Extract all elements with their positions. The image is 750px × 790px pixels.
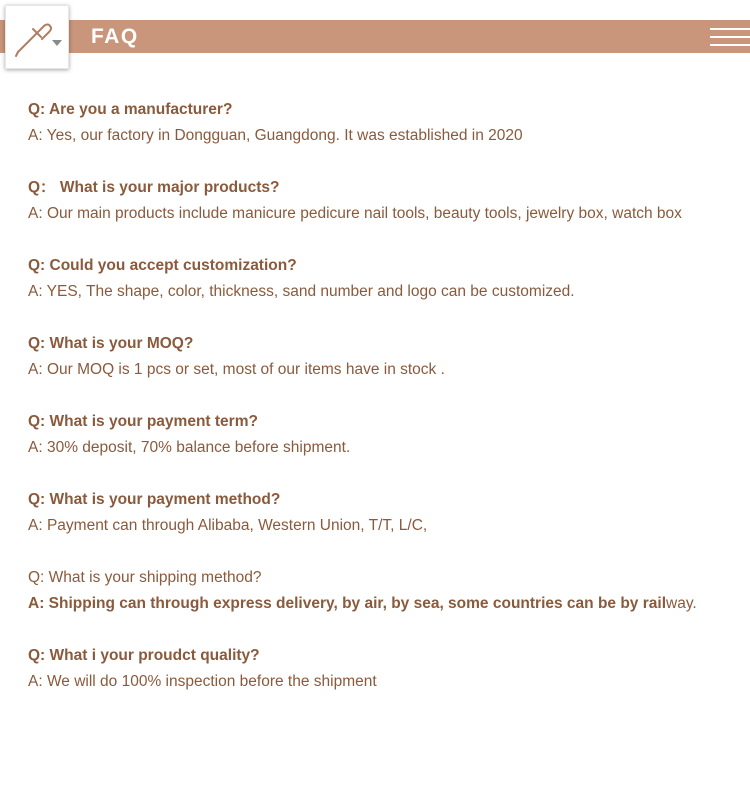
page-title: FAQ bbox=[91, 25, 139, 48]
faq-item bbox=[28, 175, 740, 227]
faq-answer-rest: way. bbox=[666, 595, 697, 612]
faq-answer: A: Payment can through Alibaba, Western Union, T/T, L/C, bbox=[28, 517, 428, 534]
faq-question: Q: Are you a manufacturer? bbox=[28, 101, 233, 118]
faq-item bbox=[28, 565, 740, 617]
faq-question: Q: What is your payment term? bbox=[28, 413, 258, 430]
faq-answer-bold: A: Shipping can through express delivery, by air, by sea, some countries can be by rail bbox=[28, 595, 666, 612]
hamburger-menu-icon[interactable] bbox=[710, 25, 750, 49]
eyedropper-icon bbox=[6, 6, 70, 70]
faq-question: Q: What is your MOQ? bbox=[28, 335, 194, 352]
faq-question: Q： What is your major products? bbox=[28, 179, 280, 196]
faq-answer: A: Our MOQ is 1 pcs or set, most of our items have in stock . bbox=[28, 361, 445, 378]
faq-item bbox=[28, 643, 740, 695]
faq-answer: A: We will do 100% inspection before the shipment bbox=[28, 673, 377, 690]
faq-item bbox=[28, 409, 740, 461]
color-picker-button[interactable] bbox=[5, 5, 69, 69]
faq-answer: A: YES, The shape, color, thickness, sand number and logo can be customized. bbox=[28, 283, 575, 300]
faq-question: Q: What i your proudct quality? bbox=[28, 647, 260, 664]
faq-answer: A: Yes, our factory in Dongguan, Guangdong. It was established in 2020 bbox=[28, 127, 523, 144]
faq-question: Q: What is your shipping method? bbox=[28, 569, 262, 586]
faq-item bbox=[28, 331, 740, 383]
faq-item bbox=[28, 487, 740, 539]
menu-line bbox=[710, 28, 750, 30]
faq-item bbox=[28, 97, 740, 149]
faq-item bbox=[28, 253, 740, 305]
faq-answer bbox=[28, 591, 740, 617]
faq-question: Q: Could you accept customization? bbox=[28, 257, 297, 274]
menu-line bbox=[710, 44, 750, 46]
faq-answer: A: Our main products include manicure pedicure nail tools, beauty tools, jewelry box, watch box bbox=[28, 205, 682, 222]
menu-line bbox=[710, 36, 750, 38]
faq-list bbox=[28, 97, 740, 721]
faq-answer: A: 30% deposit, 70% balance before shipment. bbox=[28, 439, 351, 456]
faq-question: Q: What is your payment method? bbox=[28, 491, 281, 508]
